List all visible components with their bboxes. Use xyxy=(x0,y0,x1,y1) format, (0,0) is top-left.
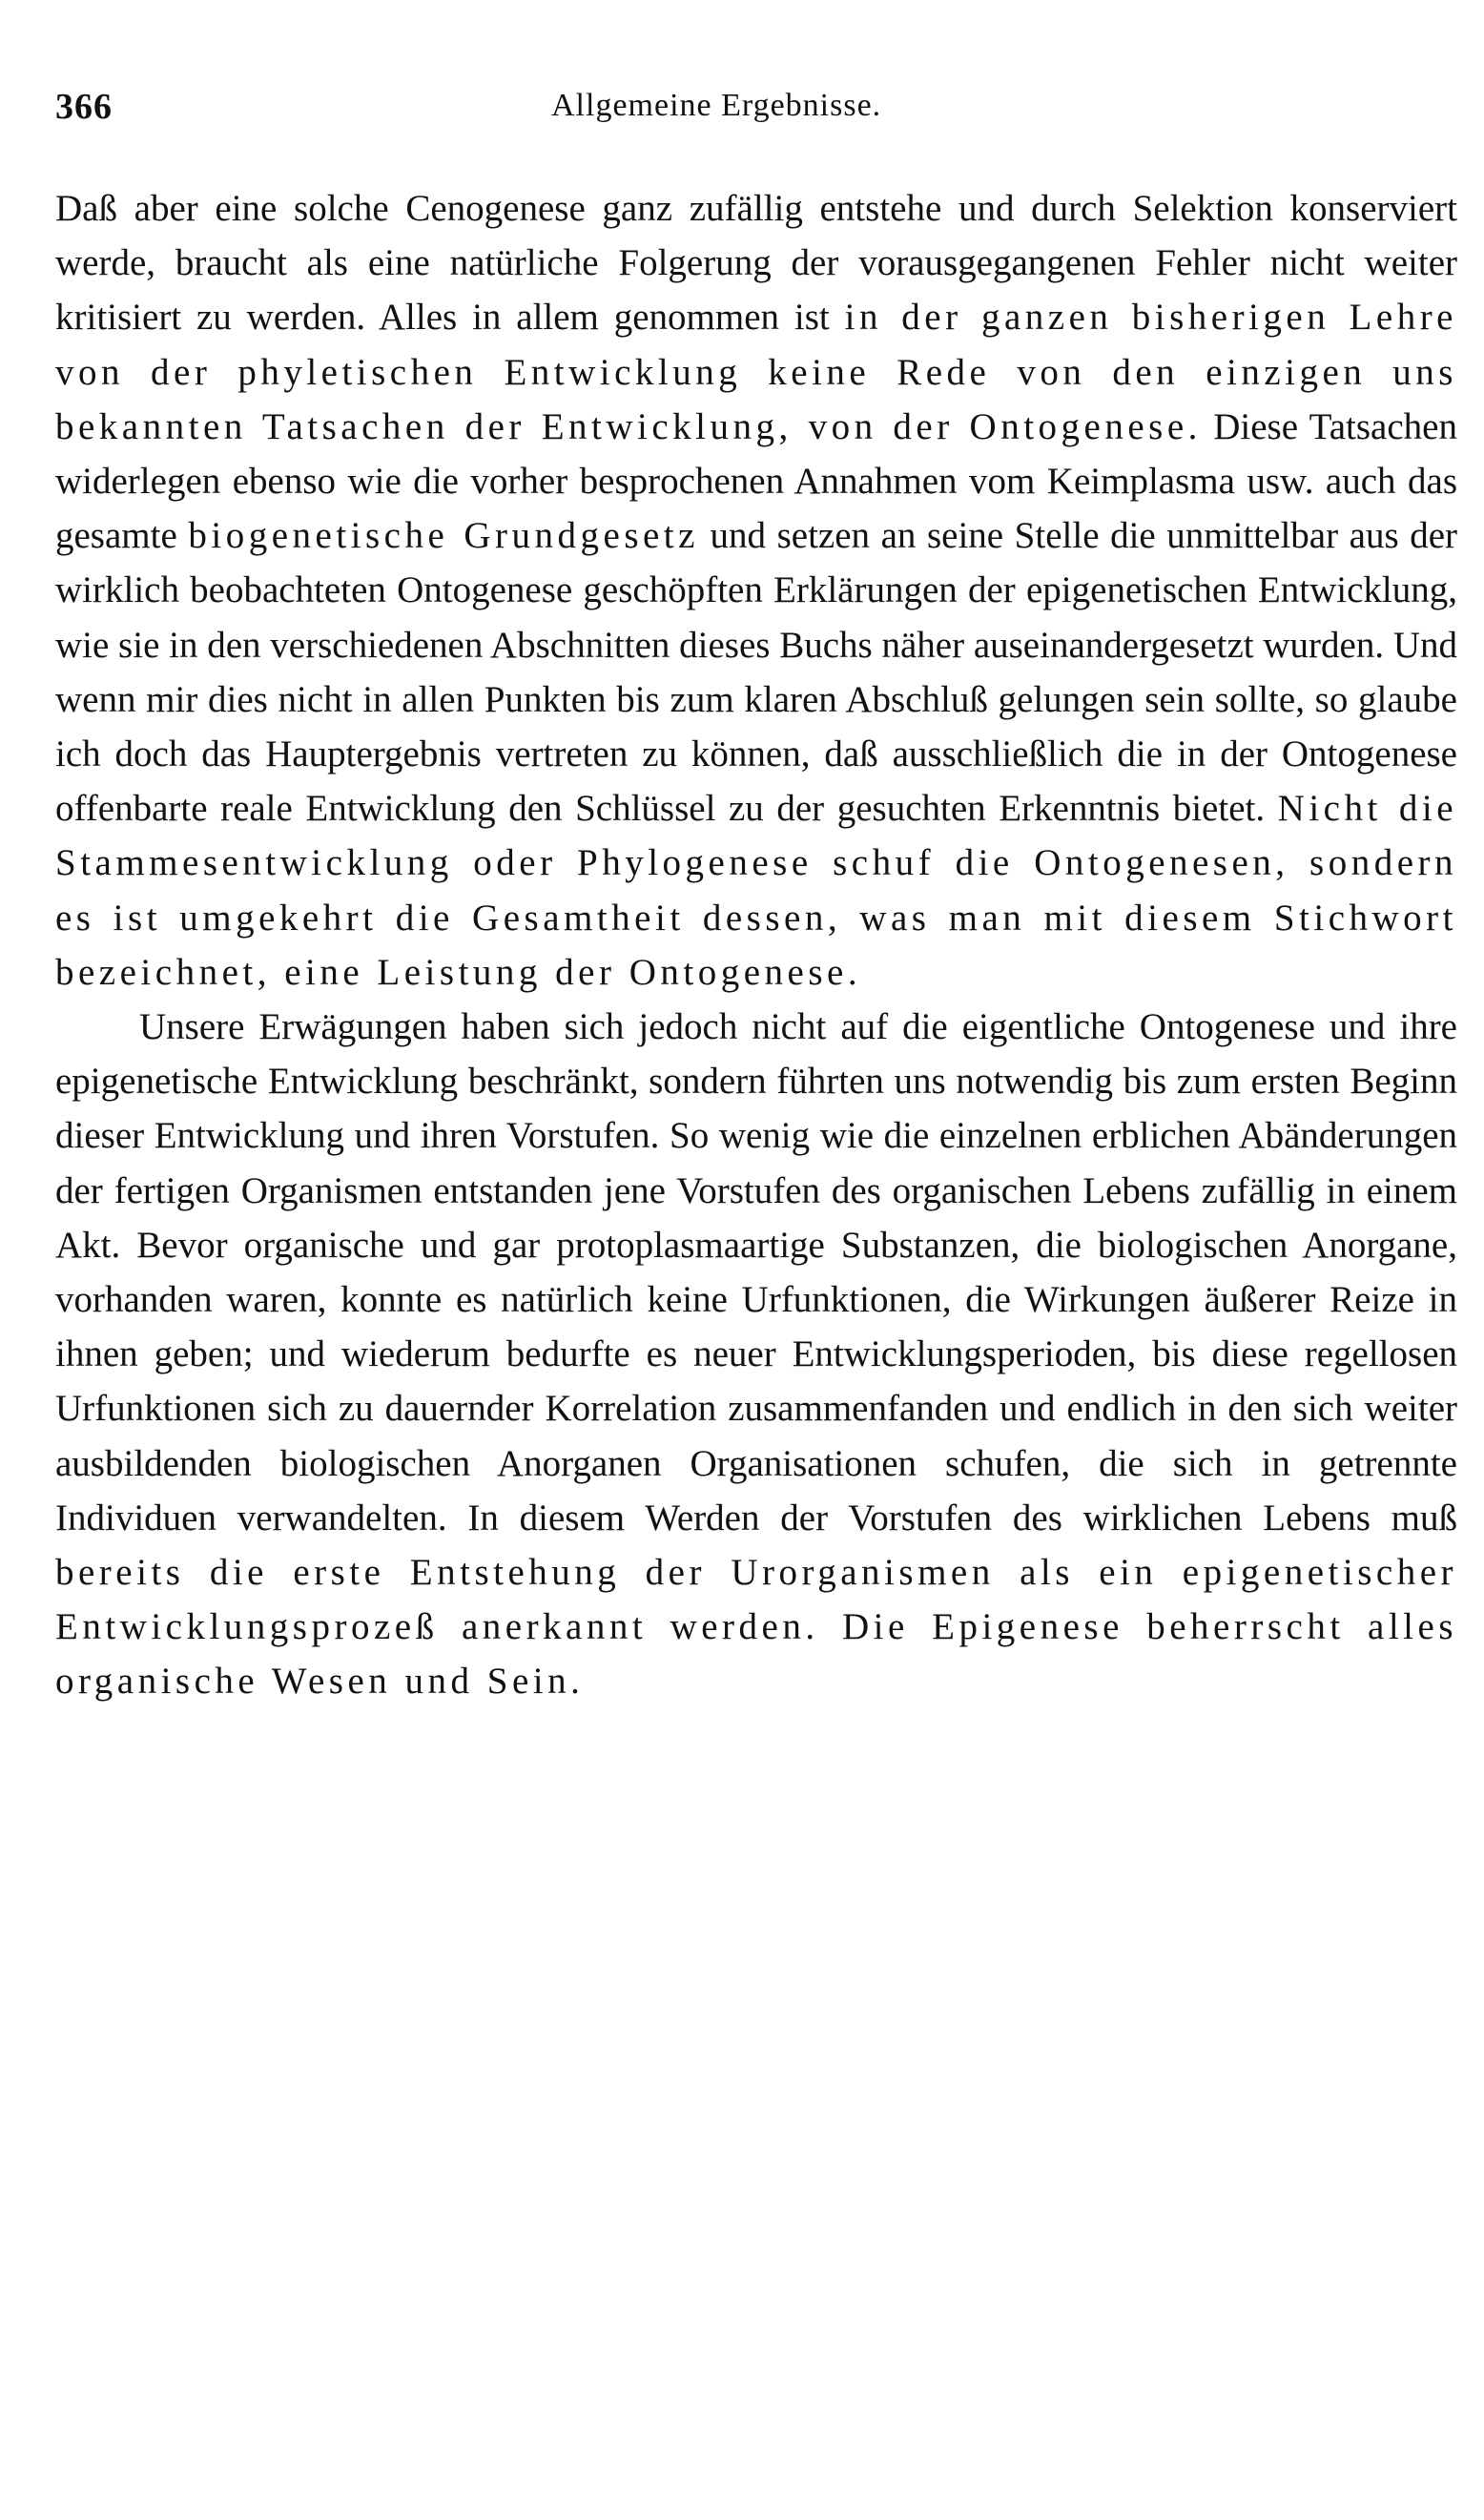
body-text xyxy=(55,181,1457,1709)
spaced-text-segment: biogenetische Grundgesetz xyxy=(188,515,699,557)
text-segment: Daß aber eine solche Cenogenese ganz zufällig entstehe und durch Selektion konserviert werde, braucht als eine natürliche Folgerung der vorausgegangenen Fehler nicht weiter kritisiert zu werden. Alles in allem genommen ist xyxy=(55,188,1457,339)
spaced-text-segment: in der ganzen bisherigen Lehre von der phyletischen Entwicklung keine Rede von den einzigen uns bekannten Tatsachen der Entwicklung, von der Ontogenese. xyxy=(55,297,1457,447)
page-header xyxy=(55,86,1457,143)
spaced-text-segment: Nicht die Stammesentwicklung oder Phylogenese schuf die Ontogenesen, sondern es ist umgekehrt die Gesamtheit dessen, was man mit diesem Stichwort bezeichnet, eine Leistung der Ontogenese. xyxy=(55,788,1457,993)
running-head: Allgemeine Ergebnisse. xyxy=(551,88,882,123)
paragraph-2 xyxy=(55,1000,1457,1709)
text-segment: Unsere Erwägungen haben sich jedoch nicht auf die eigentliche Ontogenese und ihre epigenetische Entwicklung beschränkt, sondern führten uns notwendig bis zum ersten Beginn dieser Entwicklung und ihren Vorstufen. So wenig wie die einzelnen erblichen Abänderungen der fertigen Organismen entstanden jene Vorstufen des organischen Lebens zufällig in einem Akt. Bevor organische und gar protoplasmaartige Substanzen, die biologischen Anorgane, vorhanden waren, konnte es natürlich keine Urfunktionen, die Wirkungen äußerer Reize in ihnen geben; und wiederum bedurfte es neuer Entwicklungsperioden, bis diese regellosen Urfunktionen sich zu dauernder Korrelation zusammenfanden und endlich in den sich weiter ausbildenden biologischen Anorganen Organisationen schufen, die sich in getrennte Individuen verwandelten. In diesem Werden der Vorstufen des wirklichen Lebens muß xyxy=(55,1006,1457,1539)
text-segment: und setzen an seine Stelle die unmittelbar aus der wirklich beobachteten Ontogenese geschöpften Erklärungen der epigenetischen Entwicklung, wie sie in den verschiedenen Abschnitten dieses Buchs näher auseinandergesetzt wurden. Und wenn mir dies nicht in allen Punkten bis zum klaren Abschluß gelungen sein sollte, so glaube ich doch das Hauptergebnis vertreten zu können, daß ausschließlich die in der Ontogenese offenbarte reale Entwicklung den Schlüssel zu der gesuchten Erkenntnis bietet. xyxy=(55,515,1458,830)
text-segment: Diese Tatsachen widerlegen ebenso wie die vorher besprochenen Annahmen vom Keimplasma usw. auch das gesamte xyxy=(55,405,1457,557)
spaced-text-segment: bereits die erste Entstehung der Urorganismen als ein epigenetischer Entwicklungsprozeß anerkannt werden. Die Epigenese beherrscht alles organische Wesen und Sein. xyxy=(55,1552,1457,1703)
paragraph-1 xyxy=(55,181,1457,1000)
page-number: 366 xyxy=(55,87,113,127)
